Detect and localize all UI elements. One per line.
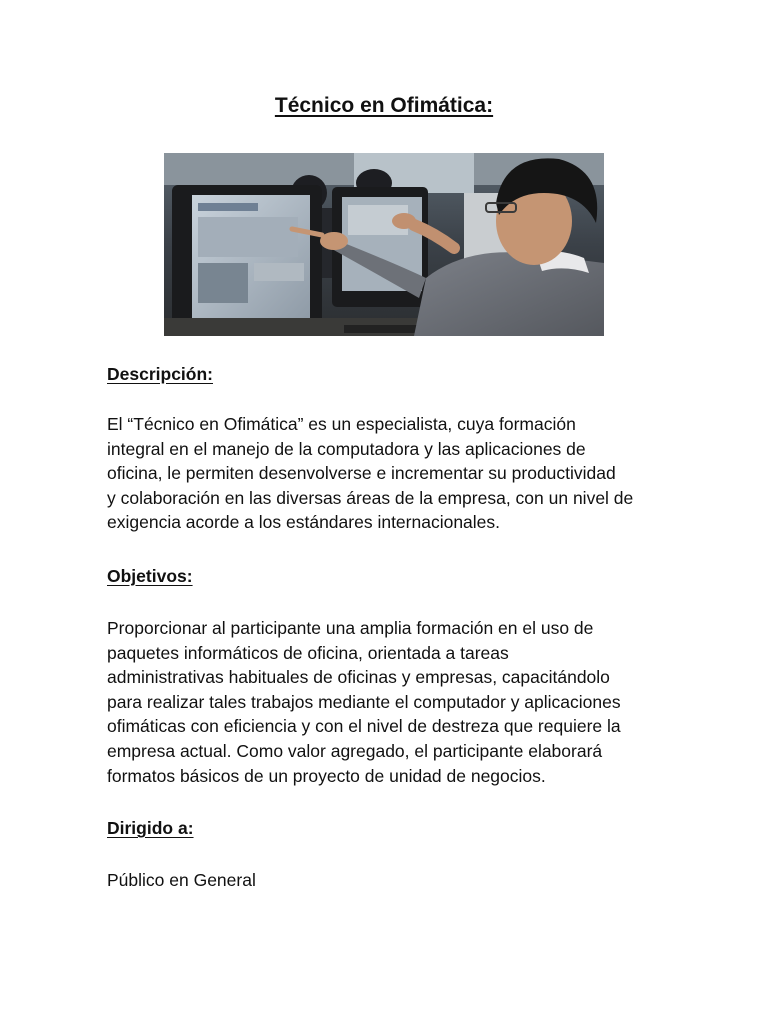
objectives-paragraph: Proporcionar al participante una amplia formación en el uso de paquetes informáticos de oficina, orientada a tareas administrativas habituales de oficinas y empresas, capacitándolo para realizar tales trabajos mediante el computador y aplicaciones ofimáticas con eficiencia y con el nivel de destreza que requiere la empresa actual. Como valor agregado, el participante elaborará formatos básicos de un proyecto de unidad de negocios. (107, 618, 621, 786)
page-title: Técnico en Ofimática: (274, 94, 494, 117)
objectives-heading: Objetivos: (107, 566, 193, 586)
audience-paragraph: Público en General (107, 870, 256, 890)
description-heading: Descripción: (107, 364, 213, 384)
audience-heading: Dirigido a: (107, 818, 194, 838)
header-photo (164, 153, 604, 336)
description-paragraph: El “Técnico en Ofimática” es un especialista, cuya formación integral en el manejo de la computadora y las aplicaciones de oficina, le permiten desenvolverse e incrementar su productividad y colaboración en las diversas áreas de la empresa, con un nivel de exigencia acorde a los estándares internacionales. (107, 414, 634, 533)
